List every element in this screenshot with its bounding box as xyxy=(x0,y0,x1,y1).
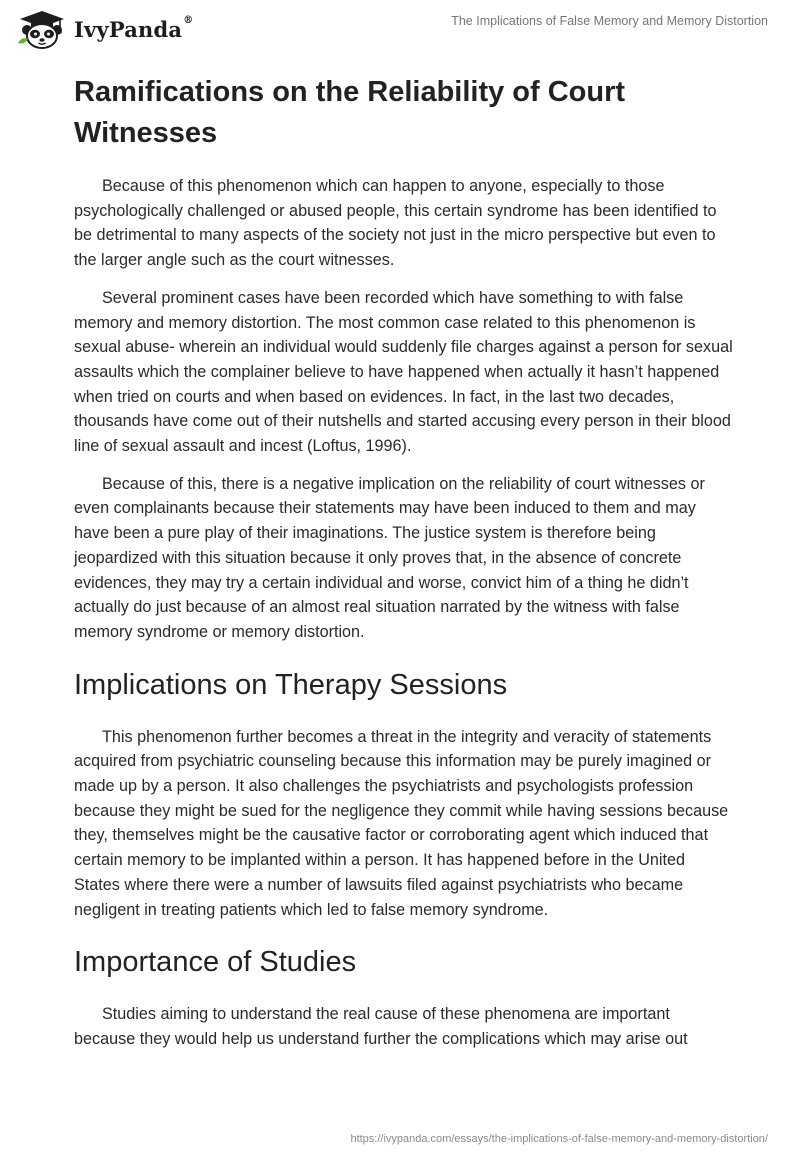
document-title: The Implications of False Memory and Memory Distortion xyxy=(451,14,768,28)
section-heading-importance-of-studies: Importance of Studies xyxy=(74,946,357,979)
source-url[interactable]: https://ivypanda.com/essays/the-implications-of-false-memory-and-memory-distortion/ xyxy=(350,1133,768,1145)
brand-logo[interactable] xyxy=(16,9,193,49)
page-header xyxy=(0,0,800,60)
article-body xyxy=(74,72,734,1065)
panda-graduate-icon xyxy=(16,9,68,49)
paragraph: Because of this, there is a negative implication on the reliability of court witnesses or even complainants because their statements may have been induced to them and may have been a pure play of their imaginations. The justice system is therefore being jeopardized with this situation because it only proves that, in the absence of concrete evidences, they may try a certain individual and worse, convict him of a thing he didn’t actually do just because of an almost real situation narrated by the witness with false memory syndrome or memory distortion. xyxy=(74,474,705,641)
registered-mark: ® xyxy=(183,14,194,26)
paragraph: This phenomenon further becomes a threat in the integrity and veracity of statements acquired from psychiatric counseling because this information may be purely imagined or made up by a person. It also challenges the psychiatrists and psychologists profession because they might be sued for the negligence they commit while having sessions because they, themselves might be the causative factor or corroborating agent which induced that certain memory to be implanted within a person. It has happened before in the United States where there were a number of lawsuits filed against psychiatrists who became negligent in treating patients which led to false memory syndrome. xyxy=(74,727,729,919)
paragraph: Several prominent cases have been recorded which have something to with false memory and memory distortion. The most common case related to this phenomenon is sexual abuse- wherein an individual would suddenly file charges against a person for sexual assaults which the complainer believe to have happened when actually it hasn’t happened when tried on courts and when based on evidences. In fact, in the last two decades, thousands have come out of their nutshells and started accusing every person in their blood line of sexual assault and incest (Loftus, 1996). xyxy=(74,288,733,456)
brand-name: IvyPanda® xyxy=(74,14,194,42)
paragraph: Because of this phenomenon which can happen to anyone, especially to those psychologically challenged or abused people, this certain syndrome has been identified to be detrimental to many aspects of the society not just in the micro perspective but even to the larger angle such as the court witnesses. xyxy=(74,177,717,270)
section-heading-court-witnesses: Ramifications on the Reliability of Court Witnesses xyxy=(74,76,626,149)
section-heading-therapy-sessions: Implications on Therapy Sessions xyxy=(74,668,508,701)
paragraph: Studies aiming to understand the real cause of these phenomena are important because they would help us understand further the complications which may arise out xyxy=(74,1005,688,1048)
